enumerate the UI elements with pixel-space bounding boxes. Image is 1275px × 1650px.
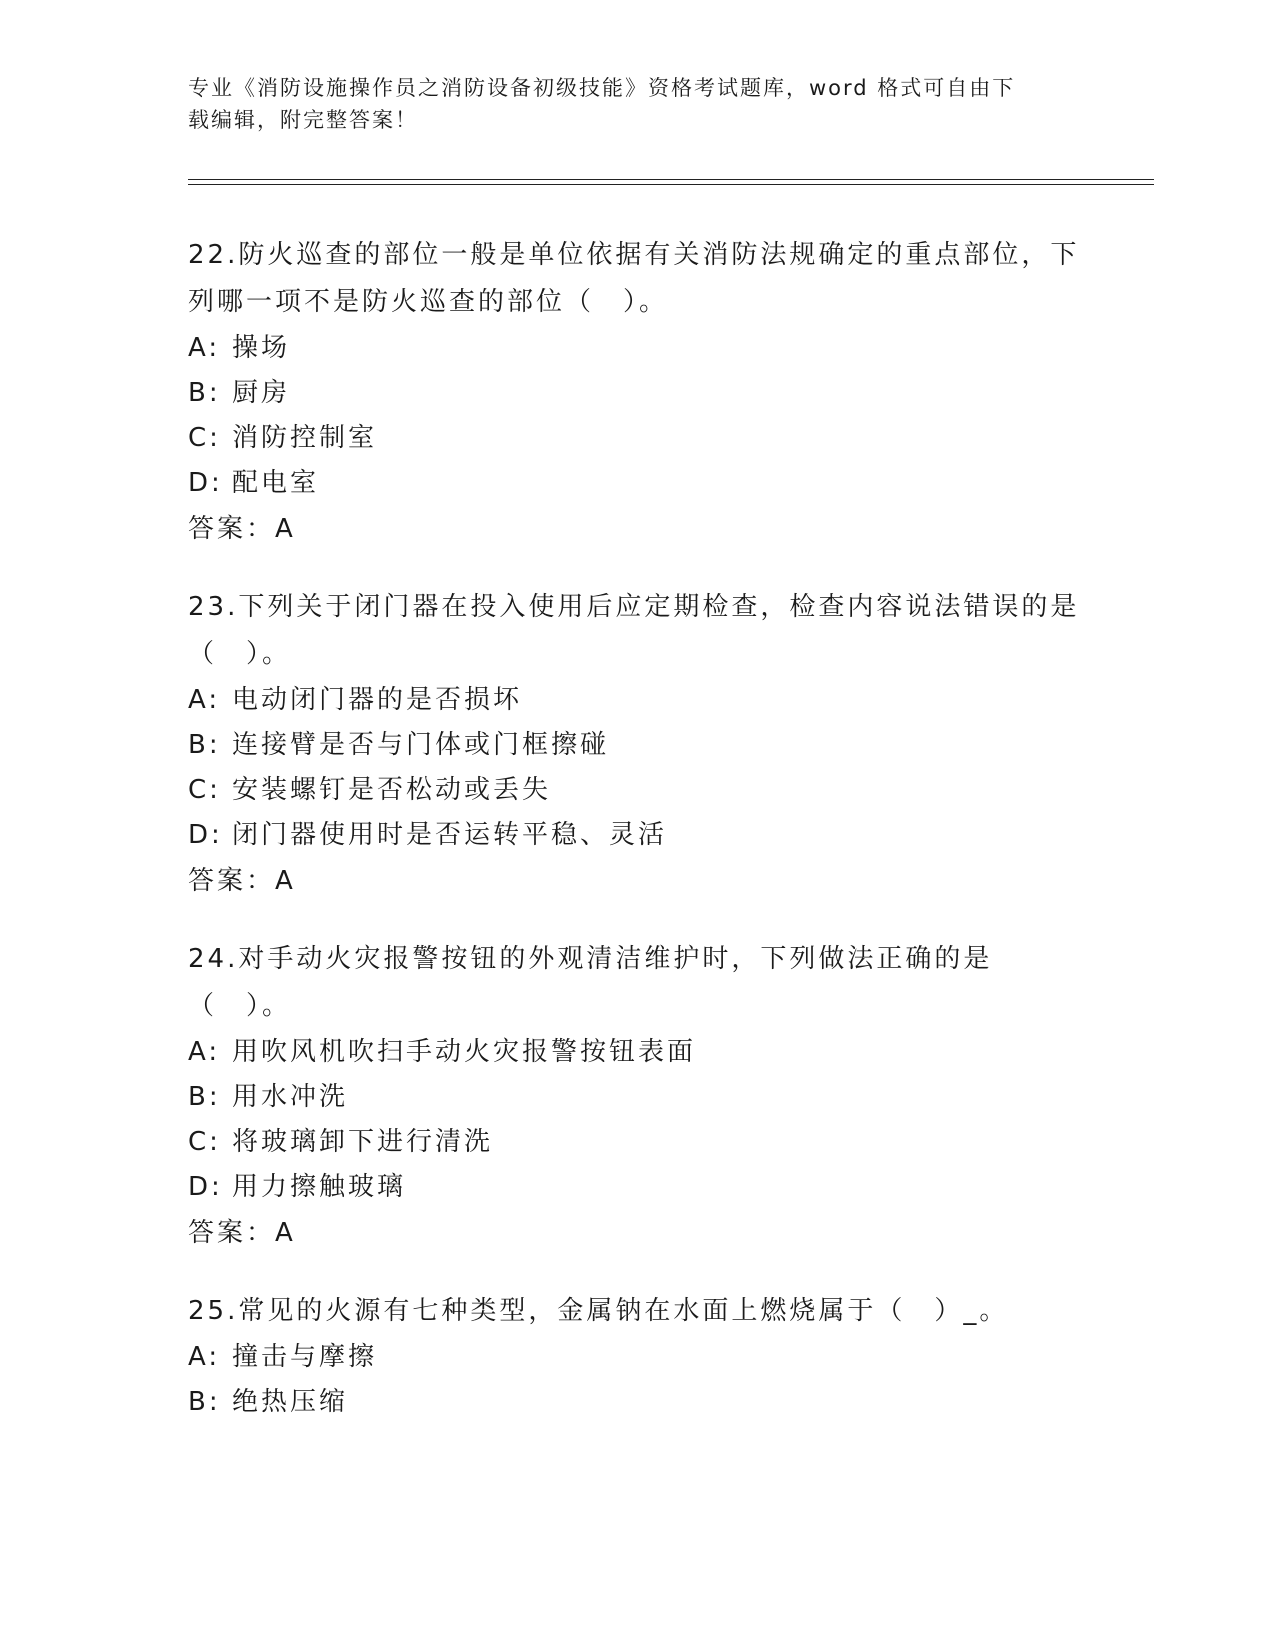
option-a (188, 678, 1088, 723)
header-divider-top (188, 179, 1154, 180)
option-letter: B: (188, 1387, 221, 1417)
option-letter: B: (188, 378, 221, 408)
option-letter: A: (188, 1342, 221, 1372)
option-text: 闭门器使用时是否运转平稳、灵活 (232, 820, 668, 850)
header-line-2: 载编辑，附完整答案！ (188, 108, 418, 132)
option-letter: A: (188, 1037, 221, 1067)
option-b (188, 723, 1088, 768)
answer: 答案：A (188, 1218, 296, 1248)
option-letter: C: (188, 1127, 221, 1157)
option-a (188, 1030, 1088, 1075)
option-c (188, 1120, 1088, 1165)
option-a (188, 326, 1088, 371)
option-b (188, 1380, 1088, 1425)
option-letter: D: (188, 468, 223, 498)
question-22 (188, 232, 1088, 552)
option-text: 撞击与摩擦 (232, 1342, 378, 1372)
option-a (188, 1335, 1088, 1380)
option-letter: A: (188, 333, 221, 363)
option-text: 厨房 (232, 378, 291, 408)
option-letter: B: (188, 1082, 221, 1112)
answer: 答案：A (188, 866, 296, 896)
question-24 (188, 936, 1088, 1256)
option-text: 安装螺钉是否松动或丢失 (232, 775, 552, 805)
option-d (188, 461, 1088, 506)
question-text: 23.下列关于闭门器在投入使用后应定期检查，检查内容说法错误的是（ ）。 (188, 592, 1080, 669)
option-c (188, 768, 1088, 813)
header-divider-bottom (188, 184, 1154, 185)
option-d (188, 1165, 1088, 1210)
option-text: 电动闭门器的是否损坏 (232, 685, 523, 715)
option-b (188, 1075, 1088, 1120)
answer: 答案：A (188, 514, 296, 544)
question-23 (188, 584, 1088, 904)
option-text: 操场 (232, 333, 291, 363)
option-d (188, 813, 1088, 858)
option-letter: D: (188, 820, 223, 850)
option-text: 消防控制室 (232, 423, 378, 453)
option-letter: A: (188, 685, 221, 715)
option-b (188, 371, 1088, 416)
question-list (188, 232, 1088, 1457)
question-text: 22.防火巡查的部位一般是单位依据有关消防法规确定的重点部位，下列哪一项不是防火巡查的部位（ ）。 (188, 240, 1080, 317)
option-letter: C: (188, 775, 221, 805)
option-letter: D: (188, 1172, 223, 1202)
option-c (188, 416, 1088, 461)
option-text: 连接臂是否与门体或门框擦碰 (232, 730, 610, 760)
option-text: 将玻璃卸下进行清洗 (232, 1127, 494, 1157)
question-text: 24.对手动火灾报警按钮的外观清洁维护时，下列做法正确的是（ ）。 (188, 944, 993, 1021)
option-text: 配电室 (232, 468, 320, 498)
question-25 (188, 1288, 1088, 1425)
question-text: 25.常见的火源有七种类型，金属钠在水面上燃烧属于（ ）_。 (188, 1296, 1009, 1326)
option-letter: B: (188, 730, 221, 760)
option-text: 绝热压缩 (232, 1387, 349, 1417)
document-header (188, 72, 1088, 136)
option-letter: C: (188, 423, 221, 453)
header-line-1: 专业《消防设施操作员之消防设备初级技能》资格考试题库，word 格式可自由下 (188, 76, 1016, 100)
option-text: 用水冲洗 (232, 1082, 349, 1112)
option-text: 用吹风机吹扫手动火灾报警按钮表面 (232, 1037, 697, 1067)
option-text: 用力擦触玻璃 (232, 1172, 407, 1202)
